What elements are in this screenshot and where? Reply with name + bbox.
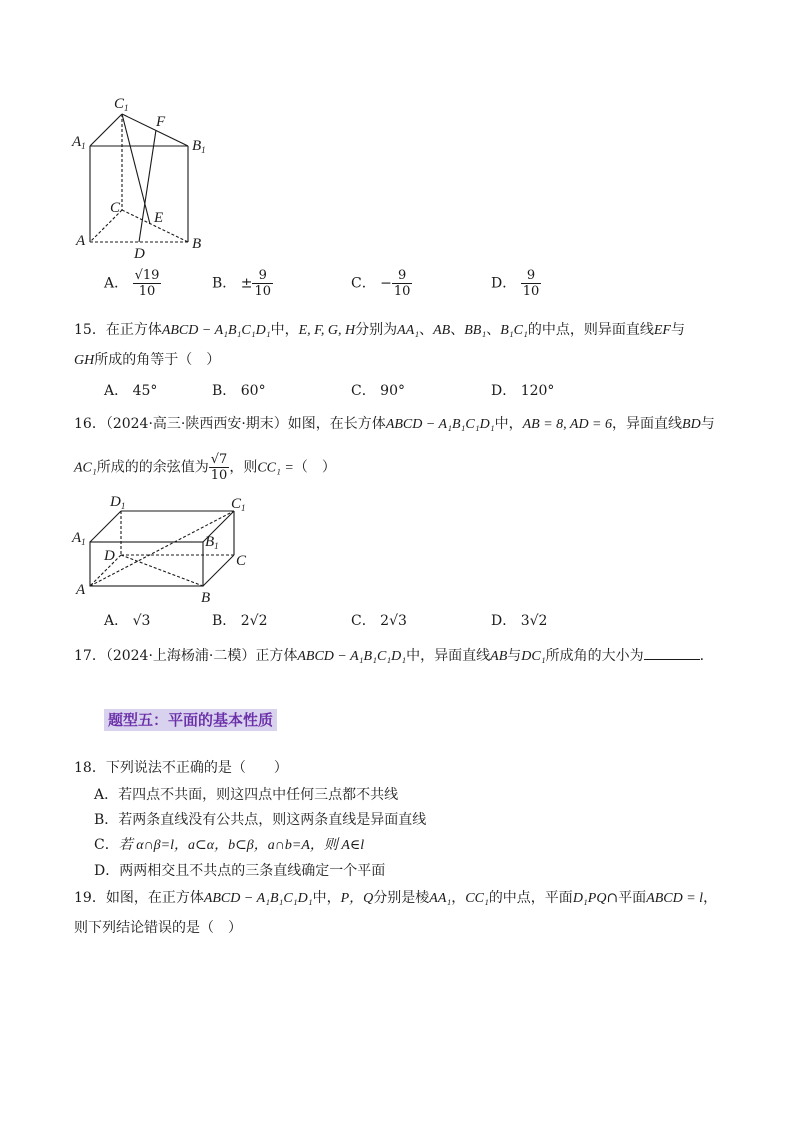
label-a: A xyxy=(76,233,86,249)
label-c: C xyxy=(236,553,247,569)
q18-option-c: C．若 α∩β=l，a⊂α，b⊂β，a∩b=A，则 A∈l xyxy=(94,837,365,853)
label-a1: $A_1$ xyxy=(72,530,86,547)
q14-option-b: B． ± $\frac{9}{10}$ xyxy=(212,268,272,299)
label-a: A xyxy=(76,582,86,598)
q18-option-d: D．两两相交且不共点的三条直线确定一个平面 xyxy=(94,863,386,879)
label-f: F xyxy=(156,114,166,130)
label-d: D xyxy=(104,548,115,564)
label-e: E xyxy=(154,210,164,226)
label-c1: $C_1$ xyxy=(114,96,129,113)
label-d: D xyxy=(134,246,145,262)
q14-option-c: C． − $\frac{9}{10}$ xyxy=(351,268,411,299)
q18-option-a: A．若四点不共面，则这四点中任何三点都不共线 xyxy=(94,787,399,803)
prism-figure xyxy=(70,92,220,262)
label-a1: $A_1$ xyxy=(72,134,86,151)
q16-option-a: A． √3 xyxy=(104,613,151,629)
q16-stem-line1: 16．（2024·高三·陕西西安·期末）如图，在长方体ABCD − A₁B₁C₁D₁中，AB = 8, AD = 6，异面直线BD与 xyxy=(74,416,715,432)
q15-option-d: D． 120° xyxy=(491,383,555,399)
label-b: B xyxy=(192,236,202,252)
q16-option-c: C． 2√3 xyxy=(351,613,407,629)
label-d1: $D_1$ xyxy=(110,494,126,511)
q15-option-a: A． 45° xyxy=(104,383,158,399)
q18-stem: 18．下列说法不正确的是（ ） xyxy=(74,760,288,776)
label-b: B xyxy=(201,590,211,605)
section-heading: 题型五：平面的基本性质 xyxy=(104,709,277,731)
q15-option-c: C． 90° xyxy=(351,383,405,399)
q15-option-b: B． 60° xyxy=(212,383,266,399)
label-c1: $C_1$ xyxy=(231,496,246,513)
q17-stem: 17．（2024·上海杨浦·二模）正方体ABCD − A₁B₁C₁D₁中，异面直线AB与DC₁所成角的大小为 . xyxy=(74,645,704,667)
q15-stem-line2: GH所成的角等于（ ） xyxy=(74,352,221,368)
label-b1: $B_1$ xyxy=(192,138,206,155)
q18-option-b: B．若两条直线没有公共点，则这两条直线是异面直线 xyxy=(94,812,427,828)
label-c: C xyxy=(110,200,121,216)
q16-option-b: B． 2√2 xyxy=(212,613,268,629)
q16-stem-line2: AC₁所成的的余弦值为 $\frac{√7}{10}$ ，则CC₁ =（ ） xyxy=(74,452,336,483)
q14-option-d: D． $\frac{9}{10}$ xyxy=(491,268,540,299)
q16-option-d: D． 3√2 xyxy=(491,613,548,629)
box-figure xyxy=(70,490,260,605)
label-b1: $B_1$ xyxy=(205,534,219,551)
answer-blank[interactable] xyxy=(644,645,700,660)
q14-option-a: A． $\frac{√19}{10}$ xyxy=(104,268,160,299)
q19-stem-line2: 则下列结论错误的是（ ） xyxy=(74,920,242,936)
q15-stem-line1: 15．在正方体ABCD − A₁B₁C₁D₁中，E, F, G, H分别为AA₁、AB、BB₁、B₁C₁的中点，则异面直线EF与 xyxy=(74,322,685,338)
q19-stem-line1: 19．如图，在正方体ABCD − A₁B₁C₁D₁中，P，Q分别是棱AA₁，CC₁的中点，平面D₁PQ∩平面ABCD = l， xyxy=(74,890,718,906)
